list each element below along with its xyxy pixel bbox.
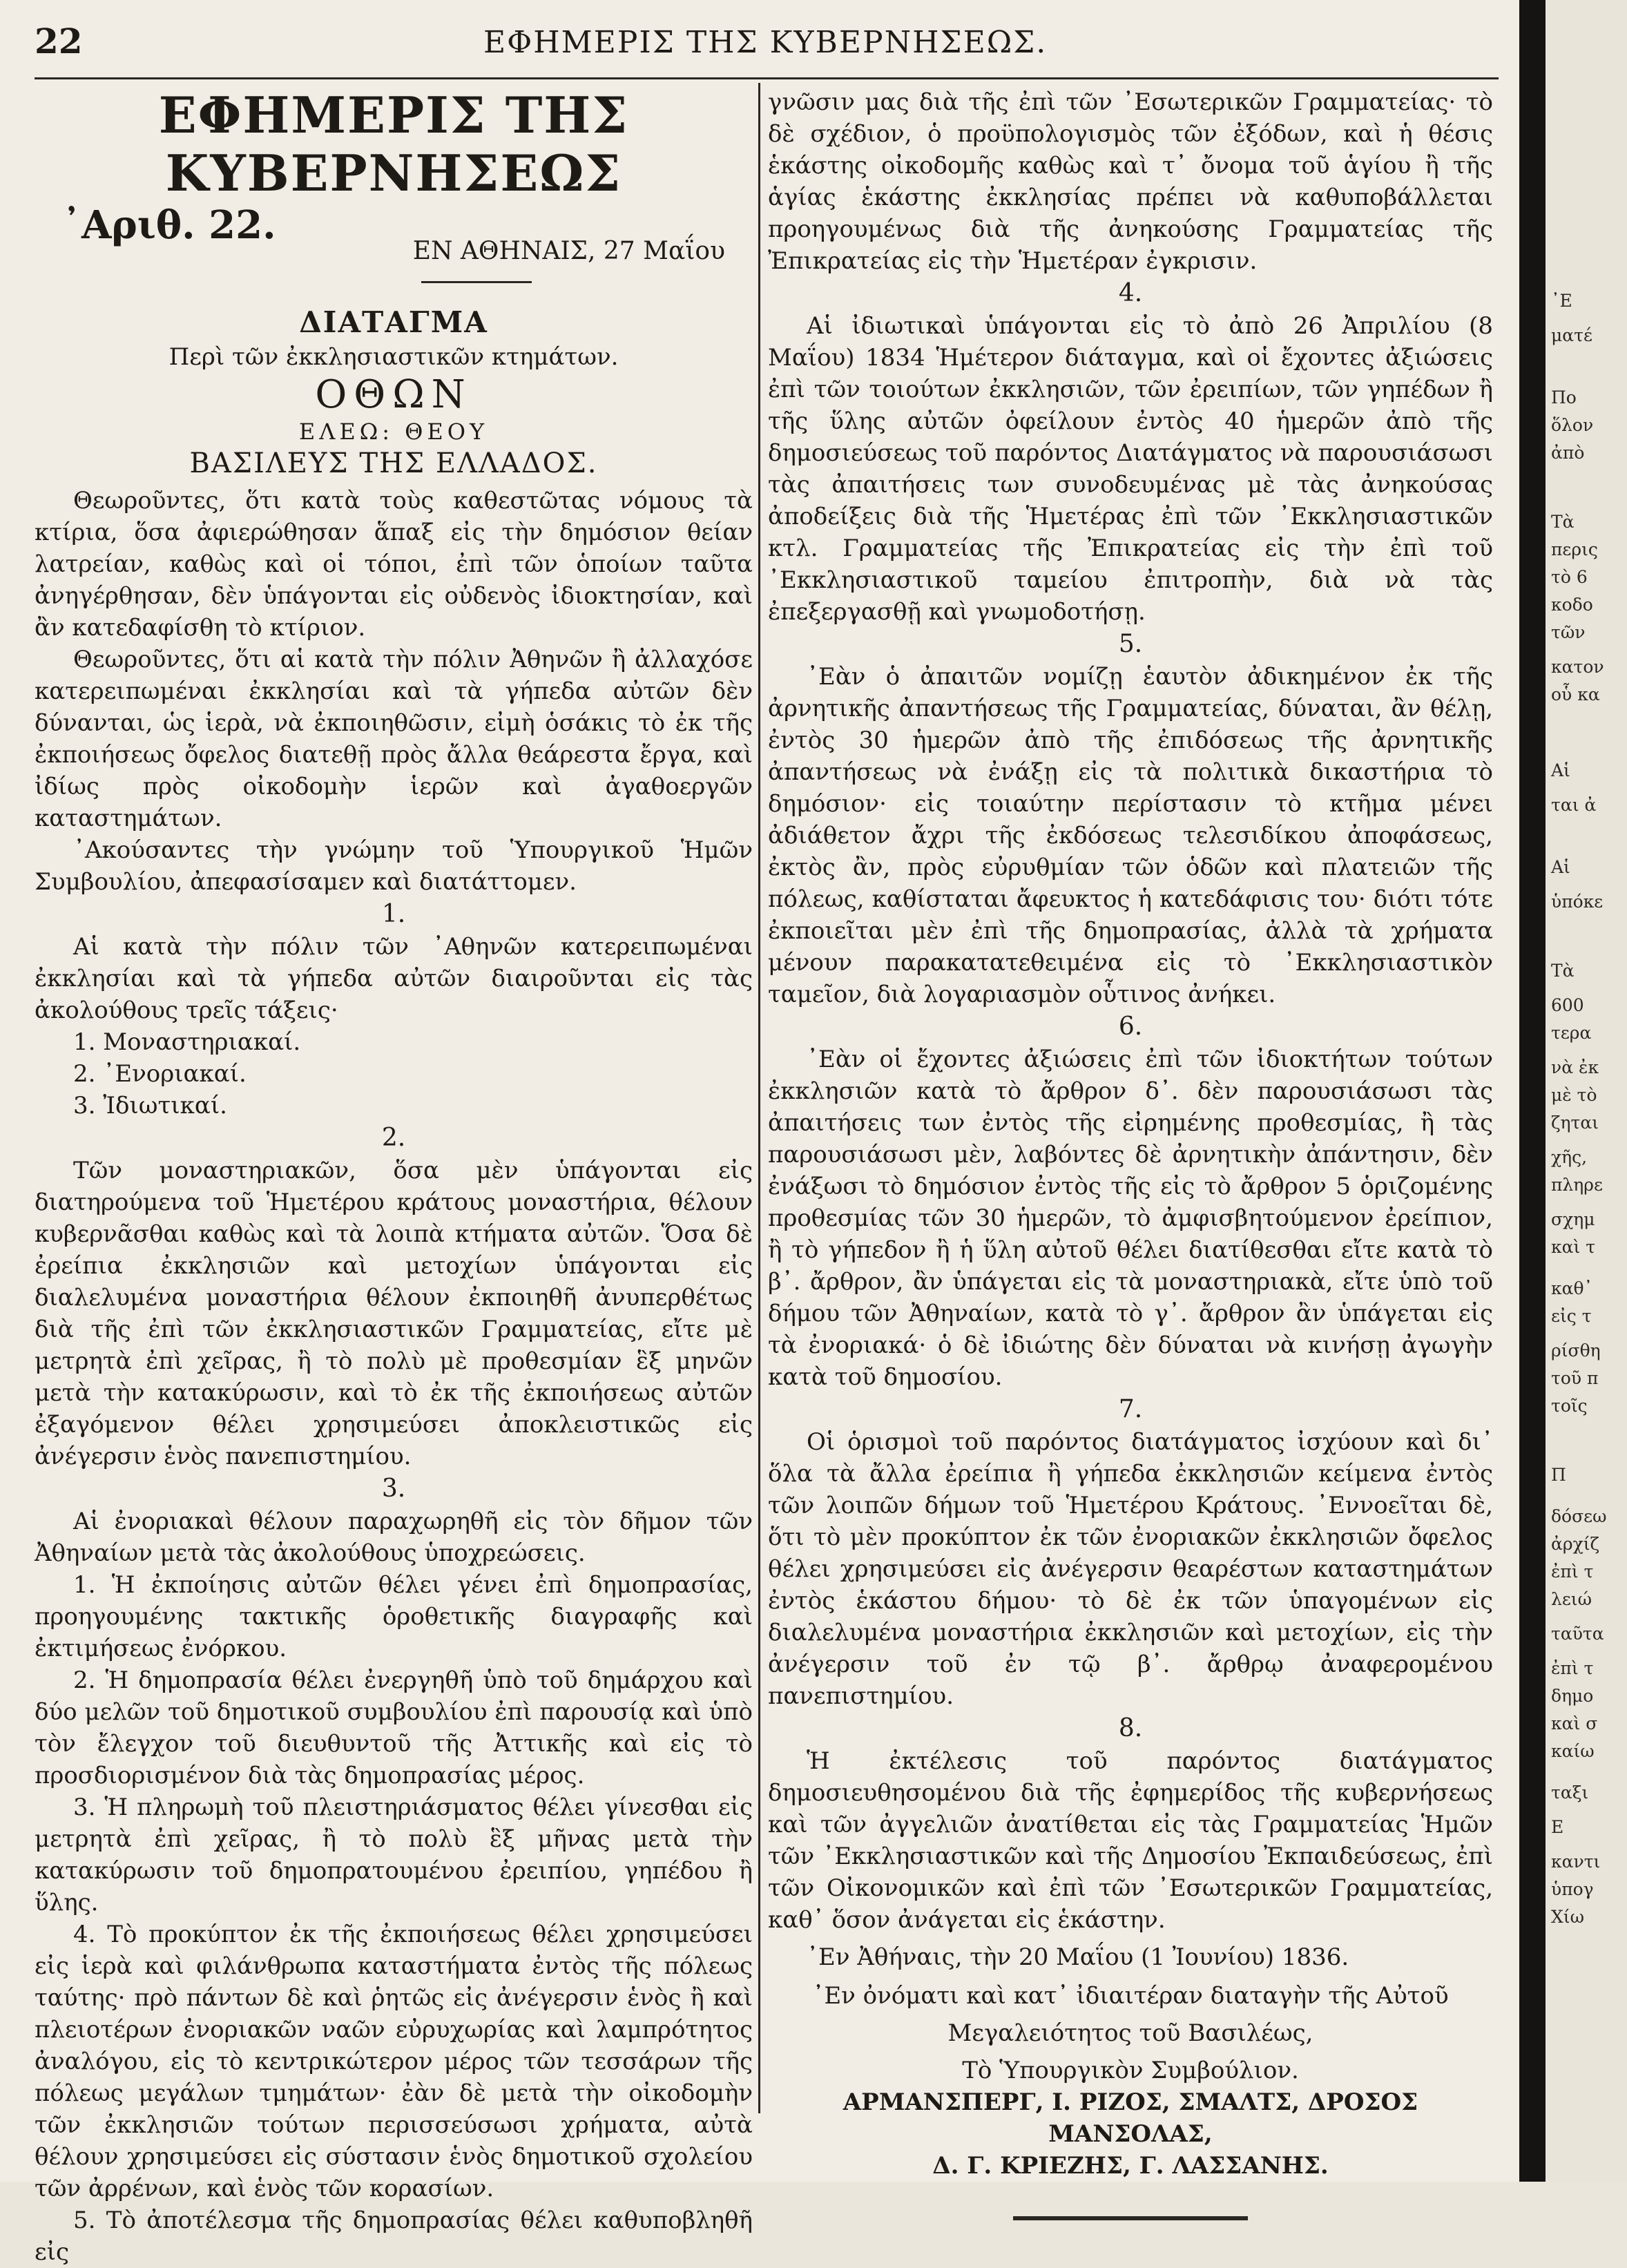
- adjacent-page-text: περις: [1551, 539, 1598, 559]
- adjacent-page-text: ματέ: [1551, 325, 1592, 345]
- dateline: ΕΝ ΑΘΗΝΑΙΣ, 27 Μαΐου: [412, 237, 725, 265]
- column-divider: [758, 83, 760, 2113]
- decree-heading: ΔΙΑΤΑΓΜΑ: [299, 305, 488, 339]
- adjacent-page-text: ὑπογ: [1551, 1879, 1594, 1899]
- adjacent-page-text: ταῦτα: [1551, 1624, 1604, 1644]
- adjacent-page-text: καθ᾿: [1551, 1278, 1593, 1298]
- article-paragraph: Αἱ κατὰ τὴν πόλιν τῶν ᾿Αθηνῶν κατερειπωμέναι ἐκκλησίαι καὶ τὰ γήπεδα αὐτῶν διαιροῦνται εἰς τὰς ἀκολούθους τρεῖς τάξεις·: [35, 933, 753, 1024]
- adjacent-page-text: καίω: [1551, 1741, 1595, 1761]
- article-paragraph: Ἡ ἐκτέλεσις τοῦ παρόντος διατάγματος δημοσιευθησομένου διὰ τῆς ἐφημερίδος τῆς κυβερνήσεως καὶ τῶν ἀγγελιῶν ἀνατίθεται εἰς τὰς Γραμματείας Ἡμῶν τῶν ᾿Εκκλησιαστικῶν καὶ τῆς Δημοσίου Ἐκπαιδεύσεως, ἐπὶ τῶν Οἰκονομικῶν καὶ ἐπὶ τῶν ᾿Εσωτερικῶν Γραμματείας, καθ᾿ ὅσον ἀνάγεται εἰς ἑκάστην.: [768, 1747, 1493, 1934]
- adjacent-page-text: καντι: [1551, 1852, 1601, 1872]
- adjacent-page-text: καὶ τ: [1551, 1237, 1596, 1257]
- preamble-paragraph: Θεωροῦντες, ὅτι αἱ κατὰ τὴν πόλιν Ἀθηνῶν ἢ ἀλλαχόσε κατερειπωμέναι ἐκκλησίαι καὶ τὰ γήπεδα αὐτῶν δὲν δύνανται, ὡς ἱερὰ, νὰ ἐκποιηθῶσιν, εἰμὴ ὁσάκις τὸ ἐκ τῆς ἐκποιήσεως ὄφελος διατεθῇ πρὸς ἄλλα θεάρεστα ἔργα, καὶ ἰδίως πρὸς οἰκοδομὴν ἱερῶν καὶ ἀγαθοεργῶν καταστημάτων.: [35, 646, 753, 832]
- adjacent-page-text: τοῦ π: [1551, 1368, 1599, 1388]
- closing-rule: [1013, 2216, 1248, 2220]
- article-number: 4.: [1118, 279, 1143, 307]
- adjacent-page-text: Π: [1551, 1465, 1566, 1485]
- adjacent-page-text: Τὰ: [1551, 512, 1575, 532]
- book-gutter: [1519, 0, 1546, 2182]
- article-number: 2.: [381, 1124, 406, 1152]
- article-paragraph: ᾿Εὰν ὁ ἀπαιτῶν νομίζῃ ἑαυτὸν ἀδικημένον ἐκ τῆς ἀρνητικῆς ἀπαντήσεως τῆς Γραμματείας, δύναται, ἂν θέλῃ, ἐντὸς 30 ἡμερῶν ἀπὸ τῆς ἐπιδόσεως τῆς ἀρνητικῆς ἀπαντήσεως νὰ ἐνάξῃ εἰς τὰ πολιτικὰ δικαστήρια τὸ δημόσιον· εἰς τοιαύτην περίστασιν τὸ κτῆμα μένει ἀδιάθετον ἄχρι τῆς ἐκδόσεως τελεσιδίκου ἀποφάσεως, ἐκτὸς ἂν, πρὸς εὐρυθμίαν τῶν ὁδῶν καὶ πλατειῶν τῆς πόλεως, καθίσταται ἄφευκτος ἡ κατεδάφισις του· διότι τότε ἐκποιεῖται μὲν ἐπὶ τῆς δημοπρασίας, ἀλλὰ τὰ χρήματα μένουν παρακατατεθειμένα εἰς τὸ ᾿Εκκλησιαστικὸν ταμεῖον, διὰ λογαριασμὸν οὗτινος ἀνήκει.: [768, 663, 1493, 1008]
- running-header: [0, 21, 1519, 62]
- masthead-row: [35, 202, 753, 274]
- adjacent-page-text: λειώ: [1551, 1589, 1592, 1609]
- preamble-paragraph: Θεωροῦντες, ὅτι κατὰ τοὺς καθεστῶτας νόμους τὰ κτίρια, ὅσα ἀφιερώθησαν ἅπαξ εἰς τὴν δημόσιον θείαν λατρείαν, καθὼς καὶ οἱ τόποι, ἐπὶ τῶν ὁποίων ταῦτα ἀνηγέρθησαν, δὲν ὑπάγονται εἰς οὐδενὸς ἰδιοκτησίαν, καὶ ἂν κατεδαφίσθη τὸ κτίριον.: [35, 487, 753, 642]
- signatories-line: ΑΡΜΑΝΣΠΕΡΓ, Ι. ΡΙΖΟΣ, ΣΜΑΛΤΣ, ΔΡΟΣΟΣ ΜΑΝΣΟΛΑΣ,: [843, 2088, 1418, 2148]
- adjacent-page-text: Τὰ: [1551, 961, 1575, 981]
- adjacent-page-text: Αἱ: [1551, 760, 1570, 780]
- adjacent-page-text: ὑπόκε: [1551, 892, 1604, 912]
- adjacent-page-text: σχημ: [1551, 1209, 1595, 1229]
- article-number: 7.: [1118, 1395, 1143, 1423]
- adjacent-page-text: Ε: [1551, 1817, 1564, 1837]
- list-item: 3. Ἡ πληρωμὴ τοῦ πλειστηριάσματος θέλει γίνεσθαι εἰς μετρητὰ ἐπὶ χεῖρας, ἢ τὸ πολὺ ἓξ μῆνας μετὰ τὴν κατακύρωσιν τοῦ δημοπρατουμένου ἐρειπίου, γηπέδου ἢ ὕλης.: [35, 1794, 753, 1916]
- right-column: [768, 86, 1493, 2220]
- adjacent-page-text: κατον: [1551, 657, 1604, 677]
- adjacent-page-text: χῆς,: [1551, 1147, 1588, 1167]
- list-item: 2. ᾿Ενοριακαί.: [73, 1060, 247, 1088]
- king-name: ΟΘΩΝ: [315, 372, 472, 417]
- adjacent-page-fragment: [1546, 0, 1627, 2182]
- list-item: 1. Μοναστηριακαί.: [73, 1028, 301, 1056]
- running-title: ΕΦΗΜΕΡΙΣ ΤΗΣ ΚΥΒΕΡΝΗΣΕΩΣ.: [483, 25, 1048, 60]
- adjacent-page-text: δόσεω: [1551, 1506, 1607, 1526]
- adjacent-page-text: Πο: [1551, 387, 1577, 407]
- article-number: 1.: [381, 900, 406, 928]
- article-paragraph: Αἱ ἐνοριακαὶ θέλουν παραχωρηθῆ εἰς τὸν δῆμον τῶν Ἀθηναίων μετὰ τὰς ἀκολούθους ὑποχρεώσεις.: [35, 1508, 753, 1567]
- adjacent-page-text: πληρε: [1551, 1175, 1603, 1195]
- signature-intro-line: Μεγαλειότητος τοῦ Βασιλέως,: [947, 2019, 1313, 2047]
- adjacent-page-text: ἐπὶ τ: [1551, 1658, 1594, 1678]
- adjacent-page-text: καὶ σ: [1551, 1713, 1598, 1733]
- left-column: [35, 86, 753, 2268]
- article-number: 5.: [1118, 630, 1143, 658]
- article-paragraph: Αἱ ἰδιωτικαὶ ὑπάγονται εἰς τὸ ἀπὸ 26 Ἀπριλίου (8 Μαΐου) 1834 Ἡμέτερον διάταγμα, καὶ οἱ ἔχοντες ἀξιώσεις ἐπὶ τῶν τοιούτων ἐκκλησιῶν, τῶν ἐρειπίων, τῶν γηπέδων ἢ τῆς ὕλης αὐτῶν ὀφείλουν ἐντὸς 40 ἡμερῶν ἀπὸ τῆς δημοσιεύσεως τοῦ παρόντος Διατάγματος νὰ παρουσιάσωσι τὰς ἀπαιτήσεις των συνοδευμένας μὲ τὰς ἀνηκούσας ἀποδείξεις διὰ τῆς Ἡμετέρας ἐπὶ τῶν ᾿Εκκλησιαστικῶν κτλ. Γραμματείας τῆς Ἐπικρατείας εἰς τὴν ἐπὶ τοῦ ᾿Εκκλησιαστικοῦ ταμείου ἐπιτροπὴν, διὰ νὰ τὰς ἐπεξεργασθῇ καὶ γνωμοδοτήσῃ.: [768, 312, 1493, 626]
- article-number: 8.: [1118, 1714, 1143, 1742]
- article-number: 3.: [381, 1474, 406, 1503]
- adjacent-page-text: ᾿Ε: [1551, 291, 1572, 311]
- list-item: 3. Ἰδιωτικαί.: [73, 1092, 227, 1119]
- adjacent-page-text: 600: [1551, 995, 1584, 1015]
- place-and-date: ᾿Εν Ἀθήναις, τὴν 20 Μαΐου (1 Ἰουνίου) 1836.: [807, 1943, 1349, 1971]
- article-paragraph: ᾿Εὰν οἱ ἔχοντες ἀξιώσεις ἐπὶ τῶν ἰδιοκτήτων τούτων ἐκκλησιῶν κατὰ τὸ ἄρθρον δ᾿. δὲν παρουσιάσωσι τὰς ἀπαιτήσεις των ἐντὸς τῆς εἰρημένης προθεσμίας, ἢ τὰς παρουσιάσωσι μὲν, λαβόντες δὲ ἀρνητικὴν ἀπάντησιν, δὲν ἐνάξωσι τὸ δημόσιον ἐντὸς τῆς εἰς τὸ ἄρθρον 5 ὁριζομένης προθεσμίας τῶν 30 ἡμερῶν, τὸ ἀμφισβητούμενον ἐρείπιον, ἢ τὸ γήπεδον ἢ ἡ ὕλη αὐτοῦ θέλει διατίθεσθαι εἴτε κατὰ τὸ β᾿. ἄρθρον, ἂν ὑπάγεται εἰς τὰ μοναστηριακὰ, εἴτε ὑπὸ τοῦ δήμου τῶν Ἀθηναίων, κατὰ τὸ γ᾿. ἄρθρον ἂν ὑπάγεται εἰς τὰ ἐνοριακά· ὁ δὲ ἰδιώτης δὲν δύναται νὰ κινήσῃ ἀγωγὴν κατὰ τοῦ δημοσίου.: [768, 1046, 1493, 1391]
- list-item: 5. Τὸ ἀποτέλεσμα τῆς δημοπρασίας θέλει καθυποβληθῆ εἰς: [35, 2207, 753, 2266]
- adjacent-page-text: Χίω: [1551, 1907, 1584, 1927]
- adjacent-page-text: ἀπὸ: [1551, 443, 1585, 463]
- adjacent-page-text: δημο: [1551, 1686, 1594, 1706]
- adjacent-page-text: μὲ τὸ: [1551, 1085, 1597, 1105]
- masthead-title: ΕΦΗΜΕΡΙΣ ΤΗΣ ΚΥΒΕΡΝΗΣΕΩΣ: [158, 86, 629, 202]
- adjacent-page-text: ἀρχίζ: [1551, 1534, 1600, 1554]
- adjacent-page-text: οὗ κα: [1551, 684, 1600, 704]
- article-number: 6.: [1118, 1012, 1143, 1041]
- adjacent-page-text: εἰς τ: [1551, 1306, 1592, 1326]
- adjacent-page-text: ζηται: [1551, 1113, 1599, 1133]
- adjacent-page-text: ρίσθη: [1551, 1340, 1601, 1361]
- adjacent-page-text: τοῖς: [1551, 1396, 1588, 1416]
- adjacent-page-text: τῶν: [1551, 622, 1586, 642]
- king-title: ΒΑΣΙΛΕΥΣ ΤΗΣ ΕΛΛΑΔΟΣ.: [189, 448, 598, 479]
- preamble-paragraph: ᾿Ακούσαντες τὴν γνώμην τοῦ Ὑπουργικοῦ Ἡμῶν Συμβουλίου, ἀπεφασίσαμεν καὶ διατάττομεν.: [35, 836, 753, 896]
- article-paragraph: Οἱ ὁρισμοὶ τοῦ παρόντος διατάγματος ἰσχύουν καὶ δι᾿ ὅλα τὰ ἄλλα ἐρείπια ἢ γήπεδα ἐκκλησιῶν κείμενα ἐντὸς τῶν λοιπῶν δήμων τοῦ Ἡμετέρου Κράτους. ᾿Εννοεῖται δὲ, ὅτι τὸ μὲν προκύπτον ἐκ τῶν ἐνοριακῶν ἐκκλησιῶν ὄφελος θέλει χρησιμεύσει εἰς ἀνέγερσιν θεαρέστων καταστημάτων ἐντὸς ἑκάστου δήμου· τὸ δὲ ἐκ τῶν ὑπαγομένων εἰς διαλελυμένα μοναστήρια ἐκκλησιῶν καὶ μετοχίων, εἰς τὴν ἀνέγερσιν τοῦ ἐν τῷ β᾿. ἄρθρῳ ἀναφερομένου πανεπιστημίου.: [768, 1428, 1493, 1710]
- signature-intro-line: Τὸ Ὑπουργικὸν Συμβούλιον.: [962, 2057, 1299, 2084]
- adjacent-page-text: ἐπὶ τ: [1551, 1561, 1594, 1582]
- signatories-line: Δ. Γ. ΚΡΙΕΖΗΣ, Γ. ΛΑΣΣΑΝΗΣ.: [932, 2152, 1329, 2180]
- page-number: 22: [35, 21, 83, 61]
- adjacent-page-text: ται ἀ: [1551, 795, 1597, 815]
- masthead-rule: [421, 281, 532, 283]
- list-item: 1. Ἡ ἐκποίησις αὐτῶν θέλει γένει ἐπὶ δημοπρασίας, προηγουμένης τακτικῆς ὁροθετικῆς διαγραφῆς καὶ ἐκτιμήσεως ἐνόρκου.: [35, 1571, 753, 1662]
- header-rule: [35, 77, 1499, 79]
- list-item: 2. Ἡ δημοπρασία θέλει ἐνεργηθῆ ὑπὸ τοῦ δημάρχου καὶ δύο μελῶν τοῦ δημοτικοῦ συμβουλίου ἐπὶ παρουσίᾳ καὶ ὑπὸ τὸν ἔλεγχον τοῦ διευθυντοῦ τῆς Ἀττικῆς καὶ εἰς τὸ προσδιορισμένον διὰ τὰς δημοπρασίας μέρος.: [35, 1666, 753, 1789]
- adjacent-page-text: νὰ ἐκ: [1551, 1057, 1599, 1077]
- article-paragraph: γνῶσιν μας διὰ τῆς ἐπὶ τῶν ᾿Εσωτερικῶν Γραμματείας· τὸ δὲ σχέδιον, ὁ προϋπολογισμὸς τῶν ἐξόδων, καὶ ἡ θέσις ἑκάστης οἰκοδομῆς καθὼς καὶ τ᾿ ὄνομα τοῦ ἁγίου ἢ τῆς ἁγίας ἑκάστης ἐκκλησίας πρέπει νὰ καθυποβάλλεται προηγουμένως διὰ τῆς ἀνηκούσης Γραμματείας τῆς Ἐπικρατείας εἰς τὴν Ἡμετέραν ἐγκρισιν.: [768, 88, 1493, 275]
- adjacent-page-text: τερα: [1551, 1023, 1592, 1043]
- article-paragraph: Τῶν μοναστηριακῶν, ὅσα μὲν ὑπάγονται εἰς διατηρούμενα τοῦ Ἡμετέρου κράτους μοναστήρια, θέλουν κυβερνᾶσθαι καθὼς καὶ τὰ λοιπὰ κτήματα αὐτῶν. Ὅσα δὲ ἐρείπια ἐκκλησιῶν καὶ μετοχίων ὑπάγονται εἰς διαλελυμένα μοναστήρια θέλουν ἐκποιηθῆ ἀνυπερθέτως διὰ τῆς ἐπὶ τῶν ἐκκλησιαστικῶν Γραμματείας, εἴτε μὲ μετρητὰ ἐπὶ χεῖρας, ἢ τὸ πολὺ μὲ προθεσμίαν ἓξ μηνῶν μετὰ τὴν κατακύρωσιν, καὶ τὸ ἐκ τῆς ἐκποιήσεως αὐτῶν ἐξαγόμενον θέλει χρησιμεύσει ἀποκλειστικῶς εἰς ἀνέγερσιν ἑνὸς πανεπιστημίου.: [35, 1157, 753, 1470]
- adjacent-page-text: κοδο: [1551, 595, 1593, 615]
- adjacent-page-text: ταξι: [1551, 1782, 1589, 1803]
- by-grace-of-god: ΕΛΕΩ: ΘΕΟΥ: [298, 419, 489, 445]
- issue-number: ᾿Αριθ. 22.: [62, 202, 276, 248]
- adjacent-page-text: ὅλον: [1551, 415, 1594, 435]
- list-item: 4. Τὸ προκύπτον ἐκ τῆς ἐκποιήσεως θέλει χρησιμεύσει εἰς ἱερὰ καὶ φιλάνθρωπα καταστήματα ἐντὸς τῆς πόλεως ταύτης· πρὸ πάντων δὲ καὶ ῥητῶς εἰς ἀνέγερσιν ἑνὸς ἢ καὶ πλειοτέρων ἐνοριακῶν ναῶν εὐρυχωρίας καὶ λαμπρότητος ἀναλόγου, εἰς τὸ κεντρικώτερον μέρος τῶν τεσσάρων τῆς πόλεως μεγάλων τμημάτων· ἐὰν δὲ μετὰ τὴν οἰκοδομὴν τῶν ἐκκλησιῶν τούτων περισσεύσωσι χρήματα, αὐτὰ θέλουν χρησιμεύσει εἰς σύστασιν ἑνὸς δημοτικοῦ σχολείου τῶν ἀρρένων, καὶ ἑνὸς τῶν κορασίων.: [35, 1921, 753, 2202]
- adjacent-page-text: τὸ 6: [1551, 567, 1588, 587]
- decree-subject: Περὶ τῶν ἐκκλησιαστικῶν κτημάτων.: [169, 343, 619, 371]
- adjacent-page-text: Αἱ: [1551, 857, 1570, 877]
- signature-intro-line: ᾿Εν ὀνόματι καὶ κατ᾿ ἰδιαιτέραν διαταγὴν τῆς Αὐτοῦ: [812, 1982, 1449, 2010]
